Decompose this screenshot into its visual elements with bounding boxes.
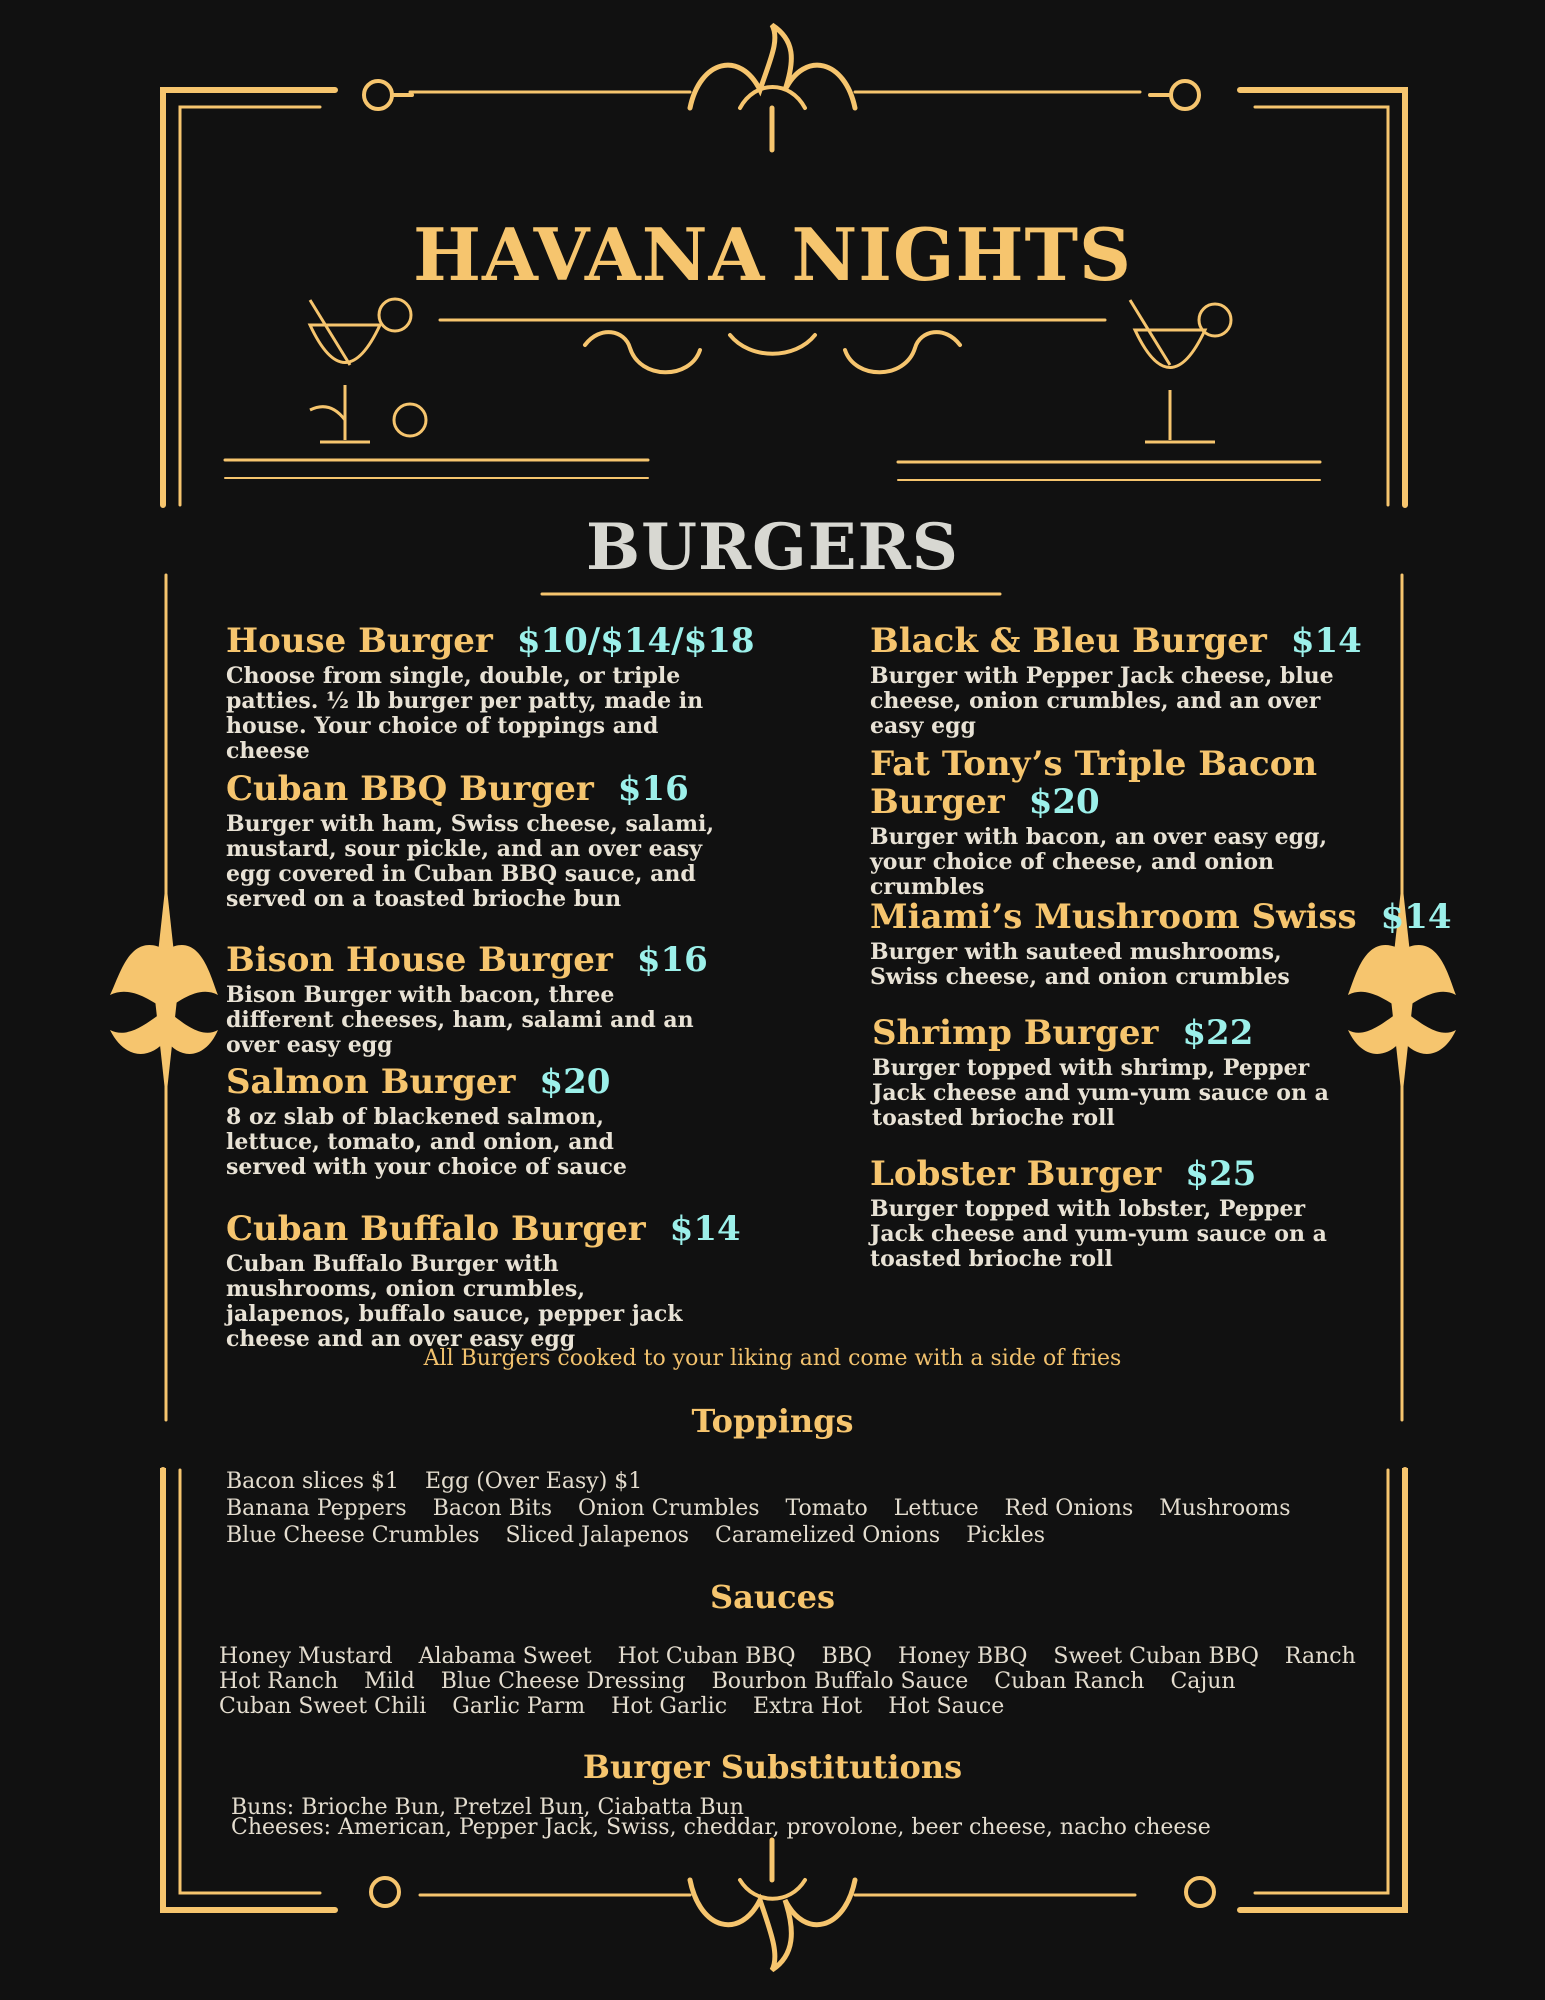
cocktail-glass-icon — [290, 290, 440, 455]
sauce: Honey BBQ — [897, 1644, 1028, 1669]
sauce: BBQ — [821, 1644, 872, 1669]
item-description: Cuban Buffalo Burger with mushrooms, onion crumbles, jalapenos, buffalo sauce, pepper jack cheese and an over easy egg — [226, 1251, 683, 1352]
menu-item — [226, 770, 716, 912]
item-name-continued: Burger — [870, 782, 1005, 822]
topping: Caramelized Onions — [715, 1523, 941, 1548]
sauces-row — [219, 1644, 1382, 1669]
item-price: $20 — [1028, 782, 1100, 822]
item-name: Miami’s Mushroom Swiss — [870, 897, 1357, 937]
topping: Bacon slices $1 — [226, 1469, 399, 1494]
item-price: $10/$14/$18 — [516, 621, 755, 661]
item-description: Burger with ham, Swiss cheese, salami, mustard, sour pickle, and an over easy egg covered in Cuban BBQ sauce, and served on a toasted brioche bun — [226, 811, 715, 912]
menu-item — [226, 1063, 696, 1180]
sauce: Honey Mustard — [219, 1644, 393, 1669]
topping: Mushrooms — [1159, 1496, 1291, 1521]
item-price: $22 — [1182, 1013, 1254, 1053]
toppings-row — [226, 1495, 1317, 1522]
item-name: Fat Tony’s Triple Bacon — [870, 744, 1318, 784]
menu-item — [226, 621, 755, 764]
sauce: Garlic Parm — [452, 1694, 586, 1719]
topping: Bacon Bits — [432, 1496, 553, 1521]
topping: Egg (Over Easy) $1 — [425, 1469, 643, 1494]
sauce: Hot Sauce — [888, 1694, 1005, 1719]
item-name: Black & Bleu Burger — [870, 621, 1267, 661]
sauces-list — [219, 1644, 1382, 1719]
item-name: Bison House Burger — [226, 940, 613, 980]
sauce: Blue Cheese Dressing — [440, 1669, 686, 1694]
substitutions-list — [231, 1795, 1211, 1840]
sauce: Cuban Sweet Chili — [219, 1694, 427, 1719]
menu-item — [870, 897, 1452, 990]
item-price: $16 — [617, 769, 689, 809]
sauce: Cajun — [1170, 1669, 1236, 1694]
toppings-row — [226, 1522, 1317, 1549]
cocktail-glass-icon — [1120, 290, 1250, 455]
sauces-row — [219, 1694, 1382, 1719]
sauce: Hot Garlic — [611, 1694, 728, 1719]
item-price: $20 — [539, 1062, 611, 1102]
topping: Red Onions — [1004, 1496, 1134, 1521]
item-description: Burger with sauteed mushrooms, Swiss cheese, and onion crumbles — [870, 939, 1290, 990]
item-description: Burger topped with lobster, Pepper Jack cheese and yum-yum sauce on a toasted brioche roll — [870, 1196, 1327, 1272]
sauce: Hot Ranch — [219, 1669, 339, 1694]
item-price: $14 — [669, 1209, 741, 1249]
substitution-cheeses: Cheeses: American, Pepper Jack, Swiss, cheddar, provolone, beer cheese, nacho cheese — [231, 1815, 1211, 1840]
item-name: House Burger — [226, 621, 493, 661]
item-price: $16 — [636, 940, 708, 980]
menu-item — [870, 1155, 1330, 1272]
sauce: Bourbon Buffalo Sauce — [711, 1669, 969, 1694]
sauce: Hot Cuban BBQ — [617, 1644, 796, 1669]
sauce: Cuban Ranch — [994, 1669, 1145, 1694]
sauces-title: Sauces — [710, 1578, 835, 1616]
item-name: Shrimp Burger — [872, 1013, 1159, 1053]
item-name: Lobster Burger — [870, 1154, 1162, 1194]
burgers-note: All Burgers cooked to your liking and come with a side of fries — [423, 1346, 1122, 1371]
menu-item — [870, 745, 1340, 900]
menu-item — [226, 941, 706, 1058]
item-name: Cuban BBQ Burger — [226, 769, 594, 809]
item-name: Cuban Buffalo Burger — [226, 1209, 646, 1249]
sauce: Alabama Sweet — [418, 1644, 592, 1669]
item-description: Choose from single, double, or triple patties. ½ lb burger per patty, made in house. Your choice of toppings and cheese — [226, 663, 704, 764]
menu-item — [870, 622, 1380, 739]
restaurant-title: HAVANA NIGHTS — [412, 212, 1133, 297]
sauce: Ranch — [1284, 1644, 1356, 1669]
item-description: Bison Burger with bacon, three different cheeses, ham, salami and an over easy egg — [226, 982, 694, 1058]
toppings-title: Toppings — [691, 1402, 854, 1440]
topping: Pickles — [966, 1523, 1046, 1548]
sauce: Mild — [364, 1669, 415, 1694]
item-price: $14 — [1290, 621, 1362, 661]
item-description: Burger with Pepper Jack cheese, blue cheese, onion crumbles, and an over easy egg — [870, 663, 1334, 739]
item-price: $14 — [1380, 897, 1452, 937]
toppings-list — [226, 1468, 1317, 1549]
menu-item — [226, 1209, 741, 1352]
menu-item — [872, 1014, 1332, 1131]
substitution-buns: Buns: Brioche Bun, Pretzel Bun, Ciabatta Bun — [231, 1795, 744, 1820]
topping: Blue Cheese Crumbles — [226, 1523, 480, 1548]
item-description: Burger topped with shrimp, Pepper Jack cheese and yum-yum sauce on a toasted brioche roll — [872, 1055, 1329, 1131]
section-title: BURGERS — [586, 510, 959, 585]
topping: Onion Crumbles — [578, 1496, 760, 1521]
item-description: Burger with bacon, an over easy egg, your choice of cheese, and onion crumbles — [870, 824, 1328, 900]
item-price: $25 — [1185, 1154, 1257, 1194]
topping: Banana Peppers — [226, 1496, 407, 1521]
sauce: Extra Hot — [753, 1694, 863, 1719]
topping: Lettuce — [893, 1496, 979, 1521]
item-name: Salmon Burger — [226, 1062, 516, 1102]
topping: Sliced Jalapenos — [505, 1523, 690, 1548]
topping: Tomato — [785, 1496, 868, 1521]
sauce: Sweet Cuban BBQ — [1053, 1644, 1259, 1669]
sauces-row — [219, 1669, 1382, 1694]
substitutions-title: Burger Substitutions — [582, 1748, 963, 1786]
toppings-row — [226, 1468, 1317, 1495]
item-description: 8 oz slab of blackened salmon, lettuce, tomato, and onion, and served with your choice of sauce — [226, 1104, 627, 1180]
